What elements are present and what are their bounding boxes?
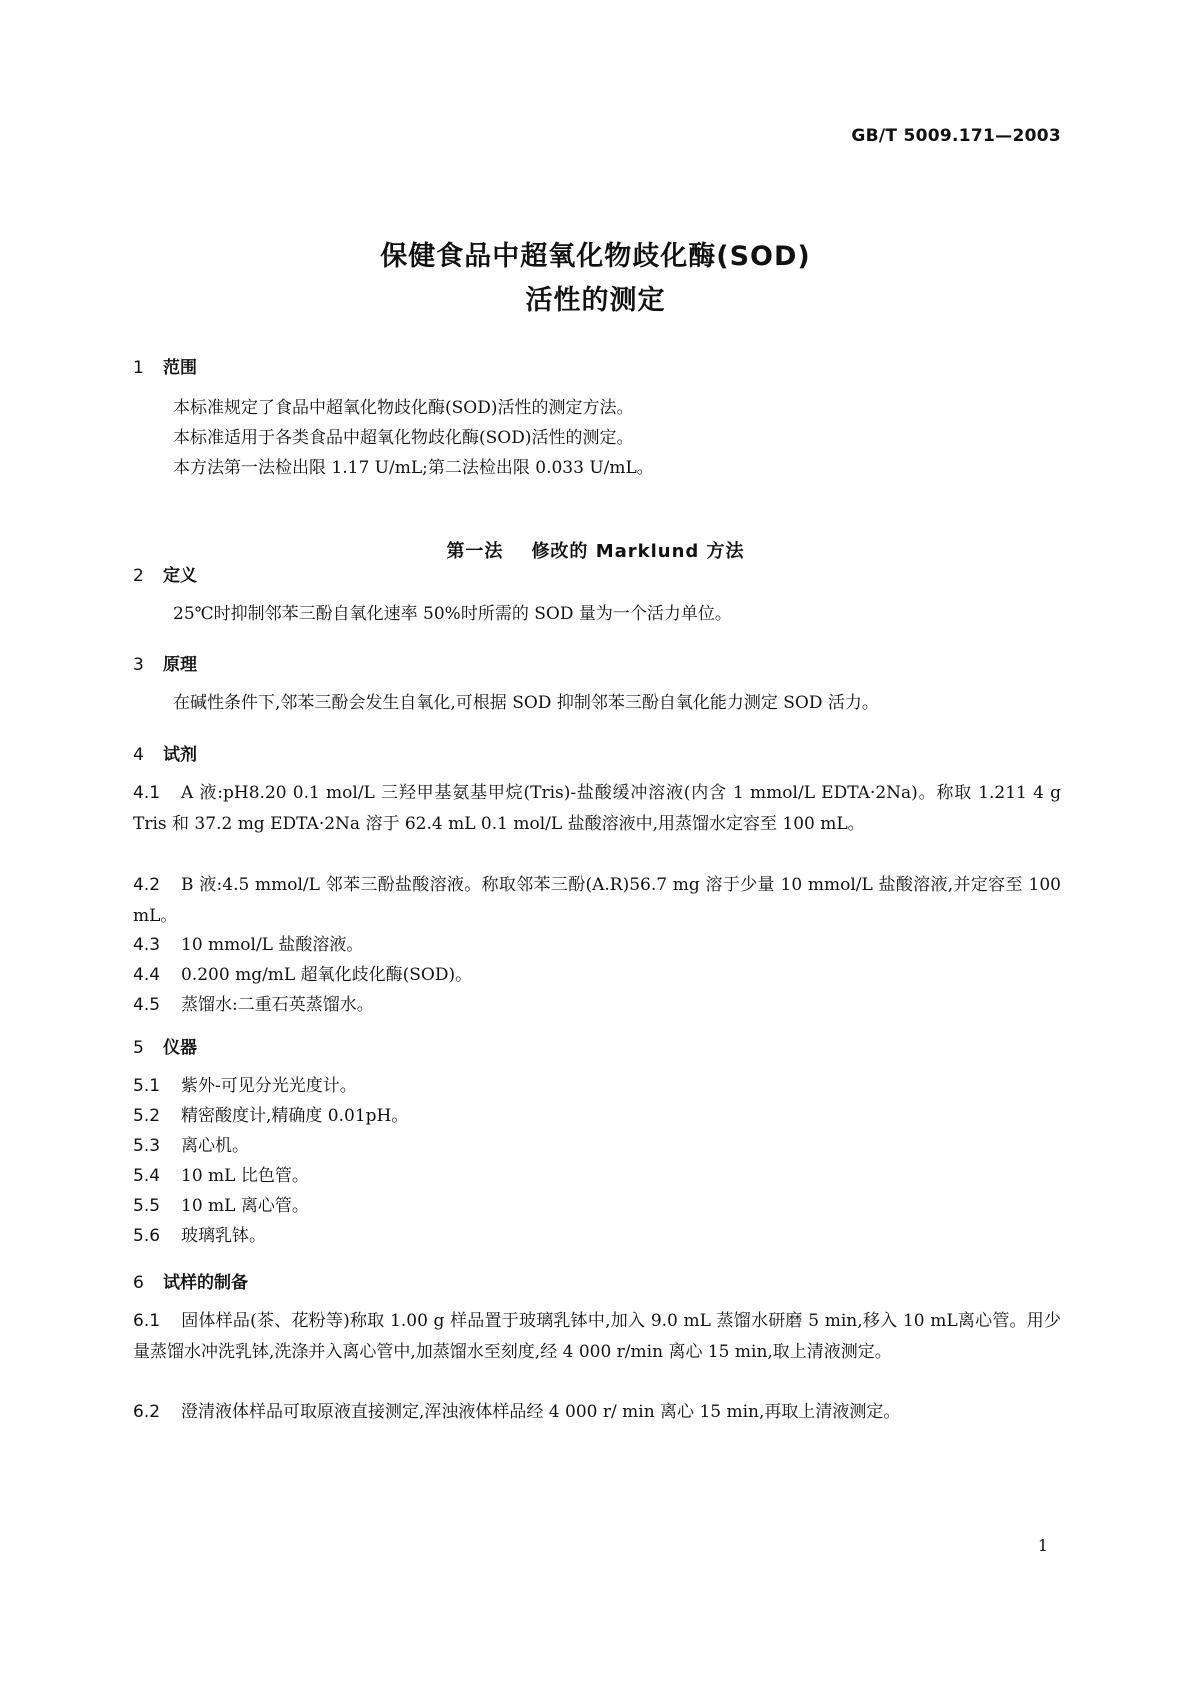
item-text: 10 mL 比色管。 — [181, 1166, 309, 1186]
instrument-item — [133, 1101, 1061, 1132]
definition-paragraph: 25℃时抑制邻苯三酚自氧化速率 50%时所需的 SOD 量为一个活力单位。 — [173, 604, 732, 624]
section-number: 4 — [133, 745, 144, 765]
section-label: 试剂 — [163, 745, 197, 765]
item-number: 4.3 — [133, 935, 161, 955]
item-text: B 液:4.5 mmol/L 邻苯三酚盐酸溶液。称取邻苯三酚(A.R)56.7 mg 溶于少量 10 mmol/L 盐酸溶液,并定容至 100 mL。 — [133, 875, 1061, 926]
section-label: 试样的制备 — [163, 1273, 248, 1293]
item-number: 5.4 — [133, 1166, 161, 1186]
item-text: A 液:pH8.20 0.1 mol/L 三羟甲基氨基甲烷(Tris)-盐酸缓冲溶液(内含 1 mmol/L EDTA·2Na)。称取 1.211 4 g Tris 和 37.2 mg EDTA·2Na 溶于 62.4 mL 0.1 mol/L 盐酸溶液中,用蒸馏水定容至 100 mL。 — [133, 783, 1061, 834]
instrument-item — [133, 1131, 1061, 1162]
principle-paragraph: 在碱性条件下,邻苯三酚会发生自氧化,可根据 SOD 抑制邻苯三酚自氧化能力测定 SOD 活力。 — [173, 693, 879, 713]
item-number: 6.2 — [133, 1402, 161, 1422]
item-text: 蒸馏水:二重石英蒸馏水。 — [181, 995, 374, 1015]
standard-code: GB/T 5009.171—2003 — [851, 126, 1061, 146]
document-title-line2: 活性的测定 — [525, 285, 666, 316]
sample-prep-item — [133, 1397, 1061, 1428]
reagent-item — [133, 870, 1061, 932]
reagent-item — [133, 990, 1061, 1021]
item-text: 10 mL 离心管。 — [181, 1196, 309, 1216]
instrument-item — [133, 1071, 1061, 1102]
item-text: 离心机。 — [181, 1136, 249, 1156]
scope-paragraph-2: 本标准适用于各类食品中超氧化物歧化酶(SOD)活性的测定。 — [173, 428, 634, 448]
section-2-heading — [133, 561, 197, 586]
item-text: 0.200 mg/mL 超氧化歧化酶(SOD)。 — [181, 965, 473, 985]
section-number: 3 — [133, 655, 144, 675]
method-heading — [0, 537, 1191, 563]
section-6-heading — [133, 1268, 248, 1293]
item-number: 6.1 — [133, 1311, 161, 1331]
section-5-heading — [133, 1033, 197, 1058]
instrument-item — [133, 1161, 1061, 1192]
item-text: 10 mmol/L 盐酸溶液。 — [181, 935, 364, 955]
section-label: 范围 — [163, 358, 197, 378]
section-number: 1 — [133, 358, 144, 378]
item-number: 4.5 — [133, 995, 161, 1015]
section-number: 6 — [133, 1273, 144, 1293]
item-number: 5.2 — [133, 1106, 161, 1126]
item-text: 固体样品(茶、花粉等)称取 1.00 g 样品置于玻璃乳钵中,加入 9.0 mL 蒸馏水研磨 5 min,移入 10 mL离心管。用少量蒸馏水冲洗乳钵,洗涤并入离心管中,加蒸馏水至刻度,经 4 000 r/min 离心 15 min,取上清液测定。 — [133, 1311, 1061, 1362]
reagent-item — [133, 930, 1061, 961]
item-number: 5.5 — [133, 1196, 161, 1216]
item-text: 精密酸度计,精确度 0.01pH。 — [181, 1106, 409, 1126]
item-number: 5.3 — [133, 1136, 161, 1156]
section-number: 5 — [133, 1038, 144, 1058]
scope-paragraph-1: 本标准规定了食品中超氧化物歧化酶(SOD)活性的测定方法。 — [173, 398, 634, 418]
document-title: 保健食品中超氧化物歧化酶(SOD) — [380, 241, 811, 272]
method-part-number: 第一法 — [446, 541, 504, 562]
item-number: 5.1 — [133, 1076, 161, 1096]
method-part-name: 修改的 Marklund 方法 — [531, 541, 745, 562]
reagent-item — [133, 960, 1061, 991]
item-number: 4.2 — [133, 875, 161, 895]
section-4-heading — [133, 740, 197, 765]
section-3-heading — [133, 650, 197, 675]
instrument-item — [133, 1191, 1061, 1222]
item-number: 5.6 — [133, 1226, 161, 1246]
item-text: 紫外-可见分光光度计。 — [181, 1076, 357, 1096]
sample-prep-item — [133, 1306, 1061, 1368]
section-label: 原理 — [163, 655, 197, 675]
section-1-heading — [133, 353, 197, 378]
section-number: 2 — [133, 566, 144, 586]
instrument-item — [133, 1221, 1061, 1252]
section-label: 仪器 — [163, 1038, 197, 1058]
item-number: 4.4 — [133, 965, 161, 985]
section-label: 定义 — [163, 566, 197, 586]
scope-paragraph-3: 本方法第一法检出限 1.17 U/mL;第二法检出限 0.033 U/mL。 — [173, 458, 654, 478]
item-text: 玻璃乳钵。 — [181, 1226, 266, 1246]
page-number: 1 — [1037, 1536, 1048, 1555]
reagent-item — [133, 778, 1061, 840]
item-number: 4.1 — [133, 783, 161, 803]
item-text: 澄清液体样品可取原液直接测定,浑浊液体样品经 4 000 r/ min 离心 15 min,再取上清液测定。 — [181, 1402, 901, 1422]
